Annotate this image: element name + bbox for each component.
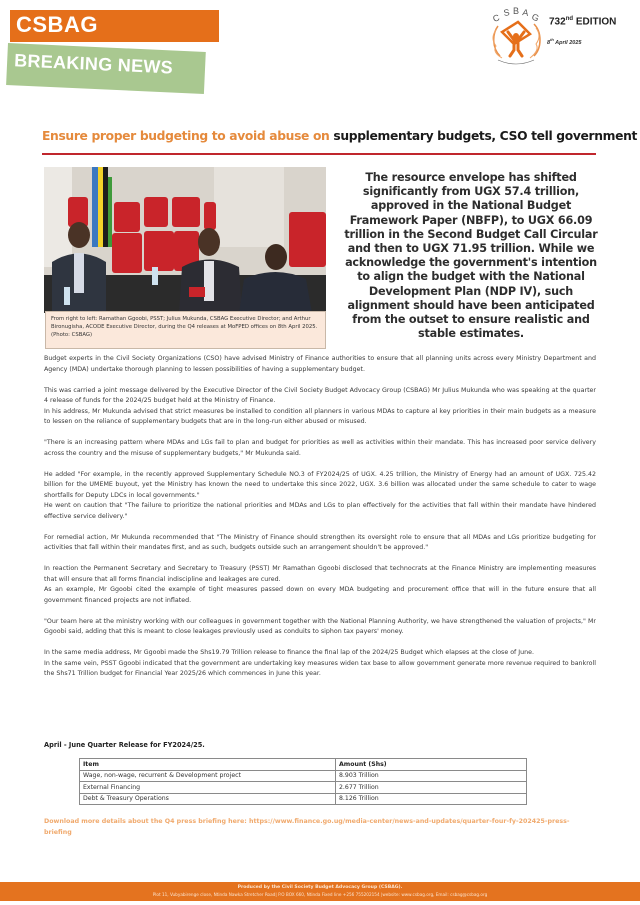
svg-text:S: S [502, 7, 511, 18]
csbag-logo-icon [484, 4, 551, 70]
paragraph: In the same vein, PSST Ggoobi indicated that the government are undertaking key measures widen tax base to allow government generate more revenue required to bankroll the Shs71 Trillion budget for Financial Year 2025/26 which commences in June this year. [44, 659, 596, 677]
cell-item: External Financing [80, 782, 336, 794]
release-table-title: April - June Quarter Release for FY2024/25. [44, 741, 205, 749]
download-note [44, 816, 596, 838]
download-label: Download more details about the Q4 press briefing here: [44, 818, 249, 825]
paragraph: Budget experts in the Civil Society Organizations (CSO) have advised Ministry of Finance authorities to ensure that all planning units across every Ministry Department and Agency (MDA) undertake thorough planning to lessen possibilities of having a supplementary budget. [44, 355, 596, 373]
column-header-item: Item [80, 759, 336, 771]
cell-item: Debt & Treasury Operations [80, 793, 336, 805]
paragraph: In his address, Mr Mukunda advised that strict measures be installed to condition all planners in various MDAs to capture al key priorities in their main budgets as a measure to lessen on the reliance of supplementary budgets that are in the long-run either abused or misused. [44, 407, 596, 425]
edition-date [547, 37, 581, 46]
paragraph: In reaction the Permanent Secretary and Secretary to Treasury (PSST) Mr Ramathan Ggoobi disclosed that technocrats at the Finance Ministry are implementing measures that will ensure that all forms financial indiscipline and leakages are cured. [44, 565, 596, 583]
brand-bar [10, 10, 219, 42]
table-row [80, 793, 527, 805]
paragraph: He added "For example, in the recently approved Supplementary Schedule NO.3 of FY2024/25 of UGX. 4.25 trillion, the Ministry of Energy had an amount of UGX. 725.42 billion for the UMEME buyout, yet the Ministry has known the need to undertake this since 2022, UGX. 3.6 billion was allocated under the same schedule to cater to wage shortfalls for Deputy LDCs in local governments." [44, 470, 596, 499]
photo-caption: From right to left: Ramathan Ggoobi, PSST; Julius Mukunda, CSBAG Executive Director; and Arthur Bironugisha, ACODE Executive Director, during the Q4 releases at MoFPED offices on 8th April 2025. (Photo: CSBAG) [45, 311, 326, 349]
table-row [80, 782, 527, 794]
article-body [44, 354, 596, 690]
footer-contact: Plot 11, Vubyabirenge close, Ntinda Nawka Stretcher Road| P.O BOX 660, Ntinda Fixed line +256 755202154 |website: www.csbag.org, Email: csbag@csbag.org [152, 892, 488, 897]
breaking-news-banner [6, 43, 206, 94]
press-briefing-link[interactable]: https://www.finance.go.ug/media-center/news-and-updates/quarter-four-fy-202425-press-briefing [44, 818, 570, 836]
cell-amount: 2.677 Trillion [336, 782, 527, 794]
svg-text:G: G [530, 11, 541, 24]
headline-orange: Ensure proper budgeting to avoid abuse on [42, 129, 334, 143]
meeting-photo-icon [44, 167, 326, 313]
date-month-year: April 2025 [555, 39, 582, 46]
breaking-news-label: BREAKING NEWS [13, 50, 174, 78]
paragraph: "Our team here at the ministry working with our colleagues in government together with the National Planning Authority, we have strengthened the valuation of projects," Mr Ggoobi said, adding that this is meant to close leakages previously used as conduits to siphon tax payers' money. [44, 617, 596, 635]
edition-label: EDITION [575, 16, 617, 28]
table-header-row [80, 759, 527, 771]
paragraph: In the same media address, Mr Ggoobi made the Shs19.79 Trillion release to finance the final lap of the 2024/25 Budget which elapses at the close of June. [44, 649, 534, 656]
svg-text:C: C [491, 12, 501, 24]
date-suffix: th [550, 37, 554, 42]
pull-quote: The resource envelope has shifted significantly from UGX 57.4 trillion, approved in the National Budget Framework Paper (NBFP), to UGX 66.09 trillion in the Second Budget Call Circular and then to UGX 71.95 trillion. While we acknowledge the government's intention to align the budget with the National Development Plan (NDP IV), such alignment should have been anticipated from the outset to ensure realistic and stable estimates. [344, 171, 598, 341]
release-table [79, 758, 527, 805]
svg-text:B: B [513, 6, 520, 16]
footer-producer: Produced by the Civil Society Budget Advocacy Group (CSBAG). [237, 885, 403, 890]
headline-dark: supplementary budgets, CSO tell government [333, 129, 638, 143]
paragraph: He went on caution that "The failure to prioritize the national priorities and MDAs and LGs to plan effectively for the activities that fall within their mandate have hindered effective service delivery." [44, 502, 596, 520]
headline-divider [42, 153, 596, 155]
date-day: 8 [547, 39, 551, 46]
article-headline [42, 129, 638, 143]
edition-suffix: nd [565, 16, 574, 22]
paragraph: This was carried a joint message delivered by the Executive Director of the Civil Society Budget Advocacy Group (CSBAG) Mr Julius Mukunda who was speaking at the quarter 4 release of funds for the 2024/25 budget held at the Ministry of Finance. [44, 386, 596, 404]
paragraph: "There is an increasing pattern where MDAs and LGs fail to plan and budget for priorities as well as activities within their mandate. This has increased poor service delivery across the country and the misuse of supplementary budgets," Mr Mukunda said. [44, 439, 596, 457]
cell-amount: 8.126 Trillion [336, 793, 527, 805]
table-row [80, 770, 527, 782]
footer [0, 882, 640, 901]
article-photo [44, 167, 326, 313]
column-header-amount: Amount (Shs) [336, 759, 527, 771]
svg-text:A: A [521, 7, 530, 19]
edition-number-value: 732 [549, 16, 566, 28]
cell-amount: 8.903 Trillion [336, 770, 527, 782]
cell-item: Wage, non-wage, recurrent & Development project [80, 770, 336, 782]
edition-number [549, 16, 616, 27]
brand-name: CSBAG [16, 12, 98, 37]
paragraph: For remedial action, Mr Mukunda recommended that "The Ministry of Finance should strengthen its oversight role to ensure that all MDAs and LGs prioritize budgeting for activities that fall within their mandates first, and as such, budgets outside such an arrangement shouldn't be approved." [44, 533, 596, 551]
paragraph: As an example, Mr Ggoobi cited the example of tight measures passed down on every MDA budgeting and procurement office that will in the future ensure that all government financed projects are not inflated. [44, 586, 596, 604]
